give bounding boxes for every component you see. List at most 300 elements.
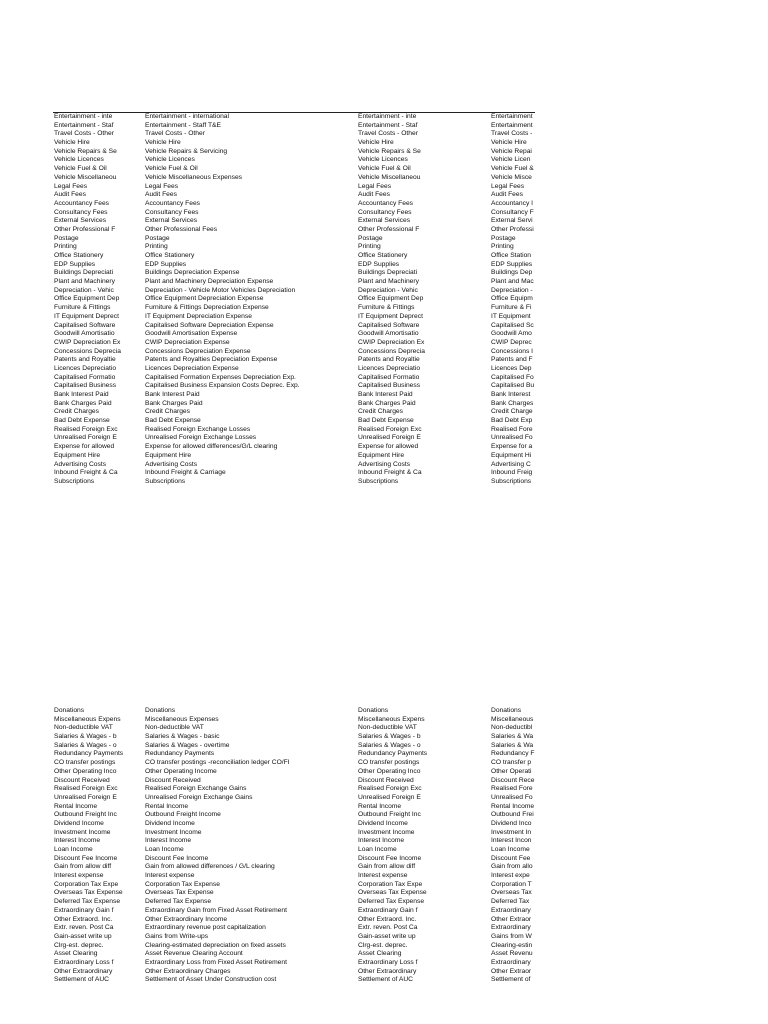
table-cell: Plant and Machinery: [358, 278, 419, 286]
table-row: [53, 469, 535, 478]
table-cell: Clearing-estin: [491, 941, 533, 949]
table-cell: Settlement of AUC: [358, 976, 414, 984]
table-cell: Furniture & Fittings Depreciation Expense: [145, 304, 269, 312]
table-cell: Entertainment - Staff T&E: [145, 121, 221, 129]
table-cell: Discount Fee Income: [145, 854, 209, 862]
table-cell: Extraordinary Loss f: [358, 958, 418, 966]
table-cell: Rental Income: [358, 802, 402, 810]
table-cell: Extraordinary Gain f: [54, 906, 114, 914]
table-cell: Depreciation -: [491, 286, 533, 294]
table-cell: Extr. reven. Post Ca: [358, 924, 418, 932]
table-cell: Extraordinary Gain from Fixed Asset Retirement: [145, 906, 287, 914]
table-cell: Depreciation - Vehic: [54, 286, 114, 294]
table-row: [53, 278, 535, 287]
table-cell: Gain from allow diff: [358, 863, 416, 871]
table-cell: Plant and Mac: [491, 278, 534, 286]
table-cell: Miscellaneous Expenses: [145, 715, 219, 723]
table-cell: Outbound Freight Inc: [358, 811, 421, 819]
table-cell: Entertainment - Staf: [358, 121, 418, 129]
table-row: [53, 777, 535, 786]
table-cell: Other Extraor: [491, 915, 532, 923]
table-cell: Loan Income: [491, 846, 530, 853]
table-cell: Capitalised Sc: [491, 321, 534, 329]
table-row: [53, 374, 535, 383]
table-cell: Realised Fore: [491, 425, 533, 433]
table-cell: Advertising Costs: [54, 460, 107, 468]
table-cell: Capitalised Fo: [491, 373, 534, 381]
table-cell: Gains from W: [491, 932, 532, 940]
table-row: [53, 226, 535, 235]
table-cell: Extraordinary: [491, 906, 531, 914]
table-cell: Extr. reven. Post Ca: [54, 924, 114, 932]
table-cell: Interest expense: [358, 872, 408, 880]
table-cell: Inbound Freig: [491, 469, 533, 477]
table-cell: Extraordinary Gain f: [358, 906, 418, 914]
table-row: [53, 968, 535, 977]
table-row: [53, 408, 535, 417]
table-cell: Clrg-est. deprec.: [358, 941, 408, 949]
table-row: [53, 768, 535, 777]
table-cell: Goodwill Amortisation Expense: [145, 330, 238, 338]
table-cell: Credit Charge: [491, 408, 533, 416]
table-cell: Gain-asset write up: [54, 932, 112, 940]
table-cell: Buildings Depreciation Expense: [145, 269, 240, 277]
table-cell: Furniture & Fittings: [358, 304, 415, 312]
table-cell: Audit Fees: [358, 191, 390, 199]
table-row: [53, 976, 535, 985]
table-cell: Buildings Dep: [491, 269, 533, 277]
table-cell: CWIP Deprec: [491, 338, 532, 346]
table-cell: Legal Fees: [358, 182, 392, 190]
table-row: [53, 365, 535, 374]
table-cell: Outbound Frei: [491, 811, 534, 819]
table-cell: EDP Supplies: [145, 260, 187, 268]
table-cell: Miscellaneous Expens: [358, 715, 425, 723]
table-row: [53, 933, 535, 942]
table-cell: Other Extraordinary: [358, 967, 417, 975]
bottom-table: [53, 707, 535, 985]
table-cell: Extraordinary: [491, 924, 531, 932]
table-row: [53, 820, 535, 829]
table-cell: Subscriptions: [145, 477, 186, 485]
table-cell: Bank Interest Paid: [358, 391, 413, 398]
table-cell: Overseas Tax Expense: [145, 889, 214, 897]
table-row: [53, 803, 535, 812]
table-cell: Extraordinary revenue post capitalization: [145, 924, 266, 932]
table-cell: Redundancy Payments: [54, 750, 124, 758]
table-cell: Vehicle Fuel & Oil: [54, 165, 107, 173]
table-cell: Corporation Tax Expe: [54, 880, 119, 888]
table-cell: Miscellaneous: [491, 715, 534, 723]
table-cell: Subscriptions: [54, 477, 95, 485]
table-row: [53, 942, 535, 951]
table-row: [53, 156, 535, 165]
table-cell: Overseas Tax Expense: [358, 889, 427, 897]
table-cell: Settlement of: [491, 976, 531, 984]
table-cell: Outbound Freight Inc: [54, 811, 117, 819]
table-row: [53, 148, 535, 157]
table-cell: External Servi: [491, 217, 533, 225]
table-cell: EDP Supplies: [54, 260, 96, 268]
table-row: [53, 330, 535, 339]
table-cell: Vehicle Miscellaneous Expenses: [145, 173, 243, 181]
table-cell: Salaries & Wages - o: [54, 741, 117, 749]
table-cell: Deferred Tax Expense: [54, 898, 121, 906]
table-cell: Consultancy Fees: [358, 208, 412, 216]
table-cell: IT Equipment Deprect: [54, 312, 119, 320]
table-cell: Other Operating Income: [145, 767, 217, 775]
table-cell: Subscriptions: [358, 477, 399, 485]
table-cell: IT Equipment: [491, 312, 531, 320]
table-cell: Equipment Hi: [491, 451, 532, 459]
table-cell: Extraordinary Loss f: [54, 958, 114, 966]
table-cell: Dividend Income: [54, 819, 104, 827]
table-cell: Postage: [145, 234, 170, 242]
table-cell: Discount Fee Income: [358, 854, 422, 862]
table-row: [53, 130, 535, 139]
table-cell: EDP Supplies: [491, 260, 533, 268]
table-cell: Office Stationery: [145, 252, 195, 259]
table-cell: Vehicle Hire: [54, 139, 90, 147]
table-cell: Gain from allow diff: [54, 863, 112, 871]
table-cell: Dividend Income: [145, 819, 195, 827]
table-cell: Travel Costs - Other: [145, 130, 205, 138]
table-cell: Other Operati: [491, 767, 532, 775]
table-row: [53, 863, 535, 872]
table-cell: Realised Foreign Exc: [54, 425, 118, 433]
table-cell: Rental Income: [54, 802, 98, 810]
table-cell: Vehicle Licen: [491, 156, 531, 164]
table-row: [53, 322, 535, 331]
table-cell: Salaries & Wages - o: [358, 741, 421, 749]
table-row: [53, 452, 535, 461]
table-cell: Vehicle Licences: [145, 156, 195, 164]
table-cell: Salaries & Wa: [491, 741, 534, 749]
table-cell: Bank Charges Paid: [54, 399, 112, 407]
table-cell: Expense for a: [491, 443, 533, 451]
table-cell: Other Extraordinary Charges: [145, 967, 231, 975]
table-cell: Discount Fee Income: [54, 854, 118, 862]
table-cell: Investment Income: [358, 828, 415, 836]
table-cell: Extraordinary: [491, 958, 531, 966]
table-cell: Postage: [491, 234, 516, 242]
table-cell: Vehicle Misce: [491, 173, 532, 181]
table-cell: Vehicle Miscellaneou: [54, 173, 117, 181]
table-row: [53, 716, 535, 725]
table-cell: Consultancy Fees: [54, 208, 108, 216]
table-cell: Bad Debt Expense: [358, 417, 414, 425]
table-cell: Goodwill Amortisatio: [358, 330, 419, 338]
table-row: [53, 872, 535, 881]
table-cell: Non-deductible VAT: [145, 724, 204, 732]
table-cell: Capitalised Software: [358, 321, 420, 329]
table-cell: Entertainment - Staf: [54, 121, 114, 129]
table-cell: Unrealised Foreign E: [358, 434, 421, 442]
table-row: [53, 889, 535, 898]
table-cell: Vehicle Licences: [54, 156, 104, 164]
table-cell: External Services: [145, 217, 198, 225]
table-row: [53, 356, 535, 365]
table-cell: Interest Income: [145, 837, 192, 845]
table-cell: Bank Charges Paid: [358, 399, 416, 407]
table-row: [53, 898, 535, 907]
table-cell: Goodwill Amo: [491, 330, 532, 338]
table-cell: Capitalised Business: [54, 382, 117, 390]
table-cell: Advertising Costs: [358, 460, 411, 468]
table-row: [53, 959, 535, 968]
table-cell: Office Equipment Dep: [358, 295, 424, 303]
table-row: [53, 200, 535, 209]
table-cell: Discount Fee: [491, 854, 531, 862]
table-cell: Concessions I: [491, 347, 534, 355]
table-cell: Audit Fees: [145, 191, 177, 199]
table-cell: External Services: [54, 217, 107, 225]
table-cell: Patents and F: [491, 356, 533, 364]
table-row: [53, 733, 535, 742]
table-cell: EDP Supplies: [358, 260, 400, 268]
table-cell: CO transfer postings: [358, 759, 420, 767]
table-row: [53, 759, 535, 768]
table-cell: Bad Debt Expense: [145, 417, 201, 425]
table-cell: Printing: [358, 243, 381, 251]
table-cell: Audit Fees: [54, 191, 86, 199]
table-cell: Unrealised Foreign Exchange Losses: [145, 434, 257, 442]
table-cell: Clrg-est. deprec.: [54, 941, 104, 949]
table-cell: Patents and Royalties Depreciation Expense: [145, 356, 278, 364]
table-cell: Rental Income: [145, 802, 189, 810]
table-cell: Concessions Depreciation Expense: [145, 347, 251, 355]
table-cell: Accountancy I: [491, 199, 534, 207]
table-cell: Investment In: [491, 828, 532, 836]
table-cell: Salaries & Wages - b: [358, 733, 421, 741]
table-cell: Accountancy Fees: [54, 199, 110, 207]
table-cell: Bank Charges Paid: [145, 399, 203, 407]
table-cell: Non-deductible VAT: [358, 724, 417, 732]
table-cell: Licences Depreciation Expense: [145, 364, 239, 372]
table-cell: Non-deductibl: [491, 724, 533, 732]
table-row: [53, 846, 535, 855]
table-row: [53, 417, 535, 426]
table-cell: Corporation Tax Expe: [358, 880, 423, 888]
table-cell: Non-deductible VAT: [54, 724, 113, 732]
table-cell: Equipment Hire: [54, 451, 101, 459]
table-cell: Asset Clearing: [358, 950, 402, 958]
table-row: [53, 174, 535, 183]
table-cell: Vehicle Fuel & Oil: [358, 165, 411, 173]
table-cell: Interest expense: [145, 872, 195, 880]
table-cell: Office Station: [491, 252, 532, 259]
table-row: [53, 950, 535, 959]
table-cell: Concessions Deprecia: [358, 347, 425, 355]
table-row: [53, 382, 535, 391]
table-cell: Salaries & Wages - overtime: [145, 741, 230, 749]
table-cell: Office Stationery: [54, 252, 104, 259]
table-cell: Loan Income: [145, 846, 184, 853]
table-cell: Vehicle Hire: [491, 139, 527, 147]
table-cell: Other Professional F: [54, 225, 116, 233]
table-cell: Salaries & Wages - b: [54, 733, 117, 741]
table-cell: Dividend Income: [358, 819, 408, 827]
table-cell: Consultancy Fees: [145, 208, 199, 216]
table-cell: Other Extraor: [491, 967, 532, 975]
table-cell: Unrealised Foreign E: [358, 793, 421, 801]
table-cell: Redundancy Payments: [145, 750, 215, 758]
table-cell: Patents and Royaltie: [54, 356, 116, 364]
table-row: [53, 339, 535, 348]
table-cell: Capitalised Software Depreciation Expense: [145, 321, 274, 329]
table-cell: Other Extraordinary Income: [145, 915, 228, 923]
table-cell: Donations: [358, 707, 389, 714]
table-cell: Entertainment: [491, 113, 533, 120]
table-cell: Gains from Write-ups: [145, 932, 209, 940]
table-cell: Consultancy F: [491, 208, 534, 216]
table-cell: Legal Fees: [145, 182, 179, 190]
table-cell: Capitalised Formatio: [54, 373, 116, 381]
table-cell: CWIP Depreciation Ex: [358, 338, 425, 346]
table-cell: Realised Foreign Exc: [358, 425, 422, 433]
table-cell: External Services: [358, 217, 411, 225]
table-cell: Investment Income: [54, 828, 111, 836]
table-cell: Bad Debt Expense: [54, 417, 110, 425]
table-cell: Inbound Freight & Ca: [358, 469, 422, 477]
table-cell: Licences Dep: [491, 364, 532, 372]
table-cell: Entertainment - international: [145, 113, 230, 120]
table-cell: Goodwill Amortisatio: [54, 330, 115, 338]
table-cell: Capitalised Business Expansion Costs Deprec. Exp.: [145, 382, 300, 390]
table-cell: Depreciation - Vehic: [358, 286, 418, 294]
table-cell: Credit Charges: [145, 408, 190, 416]
table-cell: Vehicle Repairs & Servicing: [145, 147, 228, 155]
table-cell: Asset Clearing: [54, 950, 98, 958]
table-cell: Outbound Freight Income: [145, 811, 221, 819]
table-cell: Travel Costs - Other: [358, 130, 418, 138]
table-row: [53, 434, 535, 443]
table-cell: Unrealised Fo: [491, 434, 533, 442]
table-cell: Office Equipm: [491, 295, 533, 303]
table-cell: Vehicle Licences: [358, 156, 408, 164]
table-cell: Depreciation - Vehicle Motor Vehicles Depreciation: [145, 286, 296, 294]
table-cell: Advertising Costs: [145, 460, 198, 468]
table-row: [53, 348, 535, 357]
table-cell: Equipment Hire: [145, 451, 192, 459]
table-cell: Bank Charges: [491, 399, 534, 407]
table-cell: Office Stationery: [358, 252, 408, 259]
table-row: [53, 269, 535, 278]
table-cell: Salaries & Wa: [491, 733, 534, 741]
table-row: [53, 295, 535, 304]
table-cell: Bank Interest Paid: [54, 391, 109, 398]
table-cell: Gain from allo: [491, 863, 533, 871]
table-cell: Redundancy Payments: [358, 750, 428, 758]
table-cell: Buildings Depreciati: [54, 269, 114, 277]
table-cell: Entertainment: [491, 121, 533, 129]
table-cell: Other Professional F: [358, 225, 420, 233]
table-cell: CO transfer p: [491, 759, 532, 767]
table-row: [53, 139, 535, 148]
table-cell: Corporation Tax Expense: [145, 880, 220, 888]
table-row: [53, 209, 535, 218]
table-cell: Licences Depreciatio: [54, 364, 117, 372]
table-row: [53, 122, 535, 131]
table-cell: Vehicle Repairs & Se: [54, 147, 117, 155]
table-cell: Other Professi: [491, 225, 534, 233]
table-cell: Deferred Tax: [491, 898, 530, 906]
table-row: [53, 304, 535, 313]
table-cell: IT Equipment Deprect: [358, 312, 423, 320]
table-row: [53, 191, 535, 200]
table-row: [53, 478, 535, 487]
table-cell: Inbound Freight & Ca: [54, 469, 118, 477]
table-cell: Settlement of AUC: [54, 976, 110, 984]
table-cell: Other Operating Inco: [358, 767, 421, 775]
table-cell: Capitalised Software: [54, 321, 116, 329]
table-cell: Discount Received: [145, 776, 201, 784]
table-row: [53, 400, 535, 409]
table-cell: CWIP Depreciation Expense: [145, 338, 230, 346]
table-cell: Interest expense: [54, 872, 104, 880]
table-cell: Bank Interest Paid: [145, 391, 200, 398]
table-cell: Equipment Hire: [358, 451, 405, 459]
table-cell: Inbound Freight & Carriage: [145, 469, 226, 477]
table-cell: Vehicle Hire: [145, 139, 181, 147]
table-cell: Vehicle Repai: [491, 147, 532, 155]
table-cell: Postage: [54, 234, 79, 242]
table-cell: Discount Rece: [491, 776, 535, 784]
table-cell: Realised Foreign Exc: [54, 785, 118, 793]
table-row: [53, 855, 535, 864]
table-cell: CO transfer postings -reconciliation ledger CO/FI: [145, 759, 290, 767]
table-row: [53, 287, 535, 296]
table-cell: Settlement of Asset Under Construction cost: [145, 976, 277, 984]
table-cell: Capitalised Formatio: [358, 373, 420, 381]
table-cell: Advertising C: [491, 460, 531, 468]
table-row: [53, 750, 535, 759]
table-cell: Accountancy Fees: [145, 199, 201, 207]
table-cell: Deferred Tax Expense: [358, 898, 425, 906]
table-cell: Printing: [145, 243, 168, 251]
table-cell: Subscriptions: [491, 477, 532, 485]
table-cell: Office Equipment Depreciation Expense: [145, 295, 264, 303]
table-cell: Plant and Machinery: [54, 278, 115, 286]
table-row: [53, 261, 535, 270]
table-cell: Printing: [491, 243, 514, 251]
table-row: [53, 916, 535, 925]
table-cell: Unrealised Foreign E: [54, 793, 117, 801]
table-row: [53, 443, 535, 452]
table-cell: Realised Fore: [491, 785, 533, 793]
table-cell: IT Equipment Depreciation Expense: [145, 312, 252, 320]
table-cell: Interest Incon: [491, 837, 532, 845]
table-cell: Unrealised Foreign E: [54, 434, 117, 442]
table-cell: Overseas Tax: [491, 889, 532, 897]
table-cell: Realised Foreign Exchange Gains: [145, 785, 247, 793]
table-cell: Donations: [145, 707, 176, 714]
table-cell: Interest Income: [358, 837, 405, 845]
table-cell: Bad Debt Exp: [491, 417, 533, 425]
table-row: [53, 881, 535, 890]
table-row: [53, 829, 535, 838]
table-row: [53, 235, 535, 244]
table-cell: Discount Received: [54, 776, 110, 784]
table-cell: Furniture & Fittings: [54, 304, 111, 312]
table-cell: Deferred Tax Expense: [145, 898, 212, 906]
table-row: [53, 907, 535, 916]
table-cell: Entertainment - inte: [54, 113, 113, 120]
table-cell: Postage: [358, 234, 383, 242]
table-cell: Capitalised Business: [358, 382, 421, 390]
table-cell: Asset Revenue Clearing Account: [145, 950, 243, 958]
table-row: [53, 165, 535, 174]
